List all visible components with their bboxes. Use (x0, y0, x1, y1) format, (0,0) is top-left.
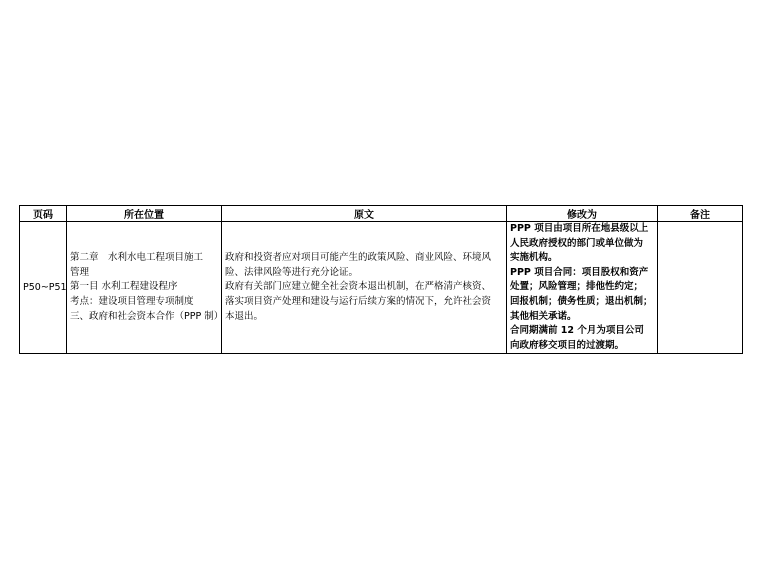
cell-location (67, 222, 222, 354)
modified-line: 实施机构。 (510, 252, 558, 264)
modified-line: 合同期满前 12 个月为项目公司 (510, 325, 644, 337)
modified-line: 处置；风险管理；排他性约定； (510, 281, 644, 293)
location-line: 三、政府和社会资本合作（PPP 制） (70, 310, 224, 322)
original-line: 本退出。 (225, 310, 264, 322)
header-row (20, 206, 743, 222)
original-line: 政府有关部门应建立健全社会资本退出机制，在严格清产核资、 (225, 281, 492, 293)
header-modified: 修改为 (507, 206, 658, 222)
header-location: 所在位置 (67, 206, 222, 222)
location-line: 第一目 水利工程建设程序 (70, 281, 178, 293)
header-page: 页码 (20, 206, 67, 222)
location-line: 管理 (70, 266, 90, 278)
modified-line: 向政府移交项目的过渡期。 (510, 339, 625, 351)
modified-line: 回报机制；债务性质；退出机制； (510, 295, 653, 307)
original-line: 落实项目资产处理和建设与运行后续方案的情况下，允许社会资 (225, 295, 492, 307)
header-original: 原文 (222, 206, 507, 222)
cell-remark (658, 222, 743, 354)
revision-table (19, 205, 743, 354)
cell-page: P50~P51 (20, 222, 67, 354)
original-line: 险、法律风险等进行充分论证。 (225, 266, 359, 278)
modified-line: PPP 项目由项目所在地县级以上 (510, 223, 649, 234)
location-line: 考点：建设项目管理专项制度 (70, 295, 194, 307)
header-remark: 备注 (658, 206, 743, 222)
table-row (20, 222, 743, 354)
modified-line: PPP 项目合同：项目股权和资产 (510, 266, 649, 278)
modified-line: 人民政府授权的部门或单位做为 (510, 237, 644, 249)
modified-line: 其他相关承诺。 (510, 310, 577, 322)
cell-modified (507, 222, 658, 354)
cell-original (222, 222, 507, 354)
original-line: 政府和投资者应对项目可能产生的政策风险、商业风险、环境风 (225, 252, 492, 264)
location-line: 第二章 水利水电工程项目施工 (70, 252, 204, 264)
